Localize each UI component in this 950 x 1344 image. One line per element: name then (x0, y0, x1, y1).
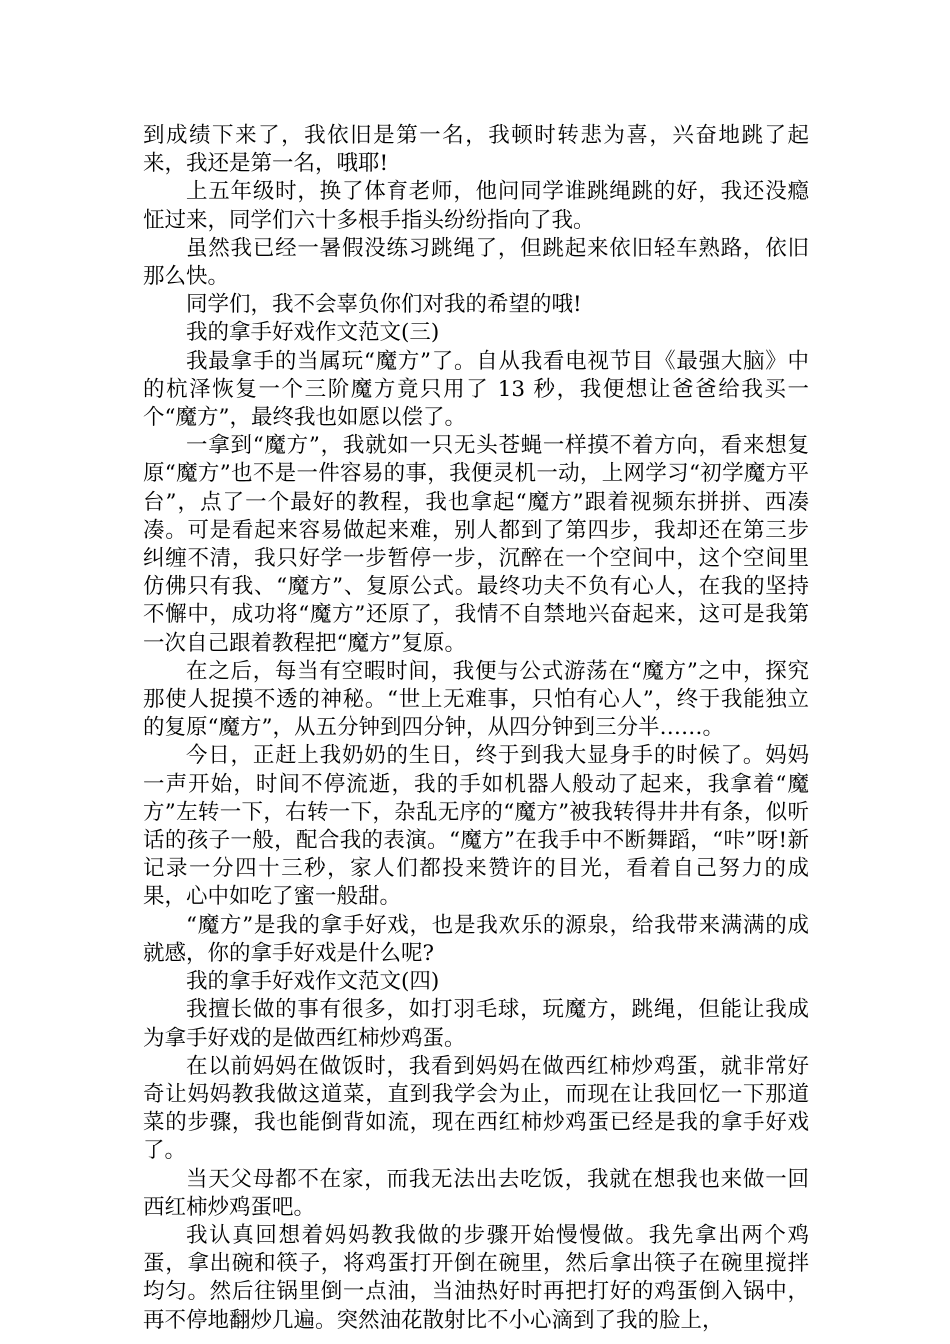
paragraph: 虽然我已经一暑假没练习跳绳了，但跳起来依旧轻车熟路，依旧那么快。 (143, 235, 809, 290)
paragraph: “魔方”是我的拿手好戏，也是我欢乐的源泉，给我带来满满的成就感，你的拿手好戏是什么呢? (143, 912, 809, 966)
paragraph: 同学们，我不会辜负你们对我的希望的哦! (186, 292, 582, 318)
paragraph: 到成绩下来了，我依旧是第一名，我顿时转悲为喜，兴奋地跳了起来，我还是第一名，哦耶! (143, 123, 809, 177)
paragraph: 一拿到“魔方”，我就如一只无头苍蝇一样摸不着方向，看来想复原“魔方”也不是一件容易的事，我便灵机一动，上网学习“初学魔方平台”，点了一个最好的教程，我也拿起“魔方”跟着视频东拼拼、西凑凑。可是看起来容易做起来难，别人都到了第四步，我却还在第三步纠缠不清，我只好学一步暂停一步，沉醉在一个空间中，这个空间里仿佛只有我、“魔方”、复原公式。最终功夫不负有心人，在我的坚持不懈中，成功将“魔方”还原了，我情不自禁地兴奋起来，这可是我第一次自己跟着教程把“魔方”复原。 (143, 433, 809, 656)
document-page (143, 122, 809, 1335)
paragraph: 我最拿手的当属玩“魔方”了。自从我看电视节目《最强大脑》中的杭泽恢复一个三阶魔方竟只用了 13 秒，我便想让爸爸给我买一个“魔方”，最终我也如愿以偿了。 (143, 348, 809, 431)
paragraph: 在之后，每当有空暇时间，我便与公式游荡在“魔方”之中，探究那使人捉摸不透的神秘。“世上无难事，只怕有心人”，终于我能独立的复原“魔方”，从五分钟到四分钟，从四分钟到三分半……。 (143, 658, 809, 741)
paragraph: 我擅长做的事有很多，如打羽毛球，玩魔方，跳绳，但能让我成为拿手好戏的是做西红柿炒鸡蛋。 (143, 997, 809, 1051)
section-heading: 我的拿手好戏作文范文(三) (186, 320, 440, 346)
paragraph: 当天父母都不在家，而我无法出去吃饭，我就在想我也来做一回西红柿炒鸡蛋吧。 (143, 1166, 809, 1220)
paragraph: 我认真回想着妈妈教我做的步骤开始慢慢做。我先拿出两个鸡蛋，拿出碗和筷子，将鸡蛋打开倒在碗里，然后拿出筷子在碗里搅拌均匀。然后往锅里倒一点油，当油热好时再把打好的鸡蛋倒入锅中，再不停地翻炒几遍。突然油花散射比不小心滴到了我的脸上， (143, 1222, 809, 1333)
paragraph: 在以前妈妈在做饭时，我看到妈妈在做西红柿炒鸡蛋，就非常好奇让妈妈教我做这道菜，直到我学会为止，而现在让我回忆一下那道菜的步骤，我也能倒背如流，现在西红柿炒鸡蛋已经是我的拿手好戏了。 (143, 1053, 809, 1164)
paragraph: 今日，正赶上我奶奶的生日，终于到我大显身手的时候了。妈妈一声开始，时间不停流逝，我的手如机器人般动了起来，我拿着“魔方”左转一下，右转一下，杂乱无序的“魔方”被我转得井井有条，似听话的孩子一般，配合我的表演。“魔方”在我手中不断舞蹈，“咔”呀!新记录一分四十三秒，家人们都投来赞许的目光，看着自己努力的成果，心中如吃了蜜一般甜。 (143, 743, 809, 910)
paragraph: 上五年级时，换了体育老师，他问同学谁跳绳跳的好，我还没瘾怔过来，同学们六十多根手指头纷纷指向了我。 (143, 179, 809, 233)
section-heading: 我的拿手好戏作文范文(四) (186, 969, 440, 995)
